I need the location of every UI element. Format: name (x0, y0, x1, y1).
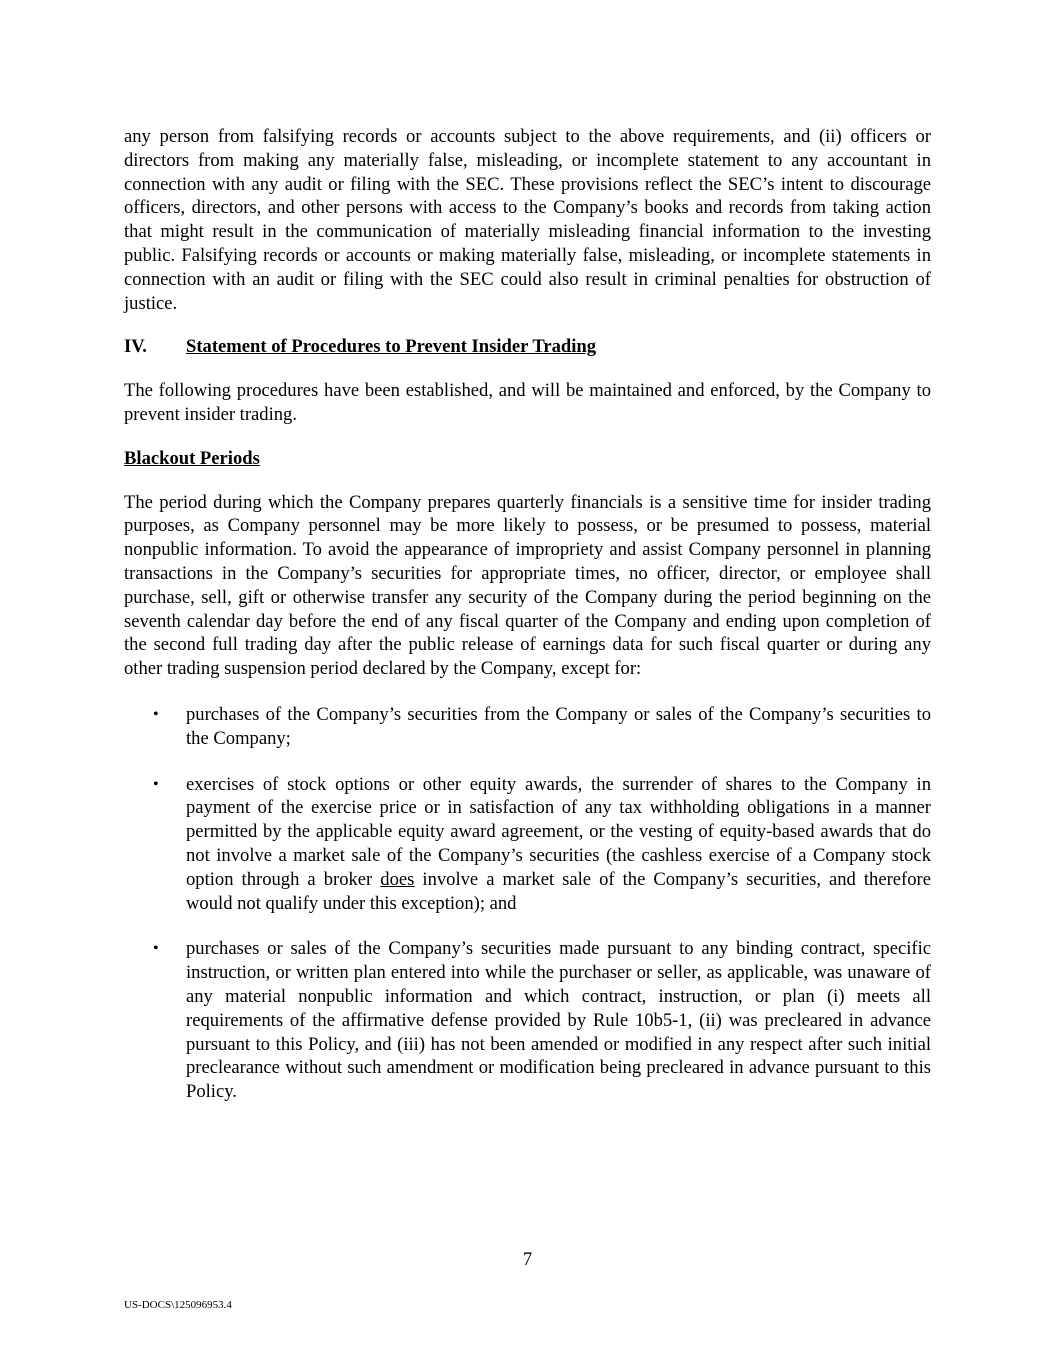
section-heading (124, 335, 931, 359)
page-number: 7 (522, 1249, 533, 1270)
list-item (124, 703, 931, 751)
section-number: IV. (124, 336, 147, 358)
list-item (124, 937, 931, 1104)
document-id: US-DOCS\125096953.4 (124, 1299, 232, 1311)
blackout-periods-heading: Blackout Periods (124, 447, 260, 469)
list-item (124, 773, 931, 916)
list-item-text (186, 774, 931, 914)
list-item-text: purchases or sales of the Company’s securities made pursuant to any binding contract, specific instruction, or written plan entered into while the purchaser or seller, as applicable, was unaware of any material nonpublic information and which contract, instruction, or plan (i) meets all requirements of the affirmative defense provided by Rule 10b5-1, (ii) was precleared in advance pursuant to this Policy, and (iii) has not been amended or modified in any respect after such initial preclearance without such amendment or modification being precleared in advance pursuant to this Policy. (186, 938, 931, 1103)
intro-paragraph: any person from falsifying records or accounts subject to the above requirements, and (ii) officers or directors from making any materially false, misleading, or incomplete statement to any accountant in connection with any audit or filing with the SEC. These provisions reflect the SEC’s intent to discourage officers, directors, and other persons with access to the Company’s books and records from taking action that might result in the communication of materially misleading financial information to the investing public. Falsifying records or accounts or making materially false, misleading, or incomplete statements in connection with an audit or filing with the SEC could also result in criminal penalties for obstruction of justice. (124, 126, 931, 314)
blackout-body-paragraph: The period during which the Company prepares quarterly financials is a sensitive time for insider trading purposes, as Company personnel may be more likely to possess, or be presumed to possess, material nonpublic information. To avoid the appearance of impropriety and assist Company personnel in planning transactions in the Company’s securities for appropriate times, no officer, director, or employee shall purchase, sell, gift or otherwise transfer any security of the Company during the period beginning on the seventh calendar day before the end of any fiscal quarter of the Company and ending upon completion of the second full trading day after the public release of earnings data for such fiscal quarter or during any other trading suspension period declared by the Company, except for: (124, 491, 931, 680)
page-content (124, 125, 931, 1126)
bullet-icon: • (153, 705, 159, 723)
list-item-text: purchases of the Company’s securities from the Company or sales of the Company’s securities to the Company; (186, 703, 931, 749)
emphasized-word: does (380, 868, 415, 890)
list-item-text-part: exercises of stock options or other equity awards, the surrender of shares to the Company in payment of the exercise price or in satisfaction of any tax withholding obligations in a manner permitted by the applicable equity award agreement, or the vesting of equity-based awards that do not involve a market sale of the Company’s securities (the cashless exercise of a Company stock option through a broker (186, 773, 931, 890)
bullet-icon: • (153, 940, 159, 958)
bullet-icon: • (153, 775, 159, 793)
list-item-text-part: involve a market sale of the Company’s securities, and therefore would not qualify under this exception); and (186, 868, 931, 914)
exceptions-list (124, 703, 931, 1104)
section-title: Statement of Procedures to Prevent Insider Trading (186, 336, 597, 358)
procedures-intro-paragraph: The following procedures have been established, and will be maintained and enforced, by the Company to prevent insider trading. (124, 380, 931, 425)
